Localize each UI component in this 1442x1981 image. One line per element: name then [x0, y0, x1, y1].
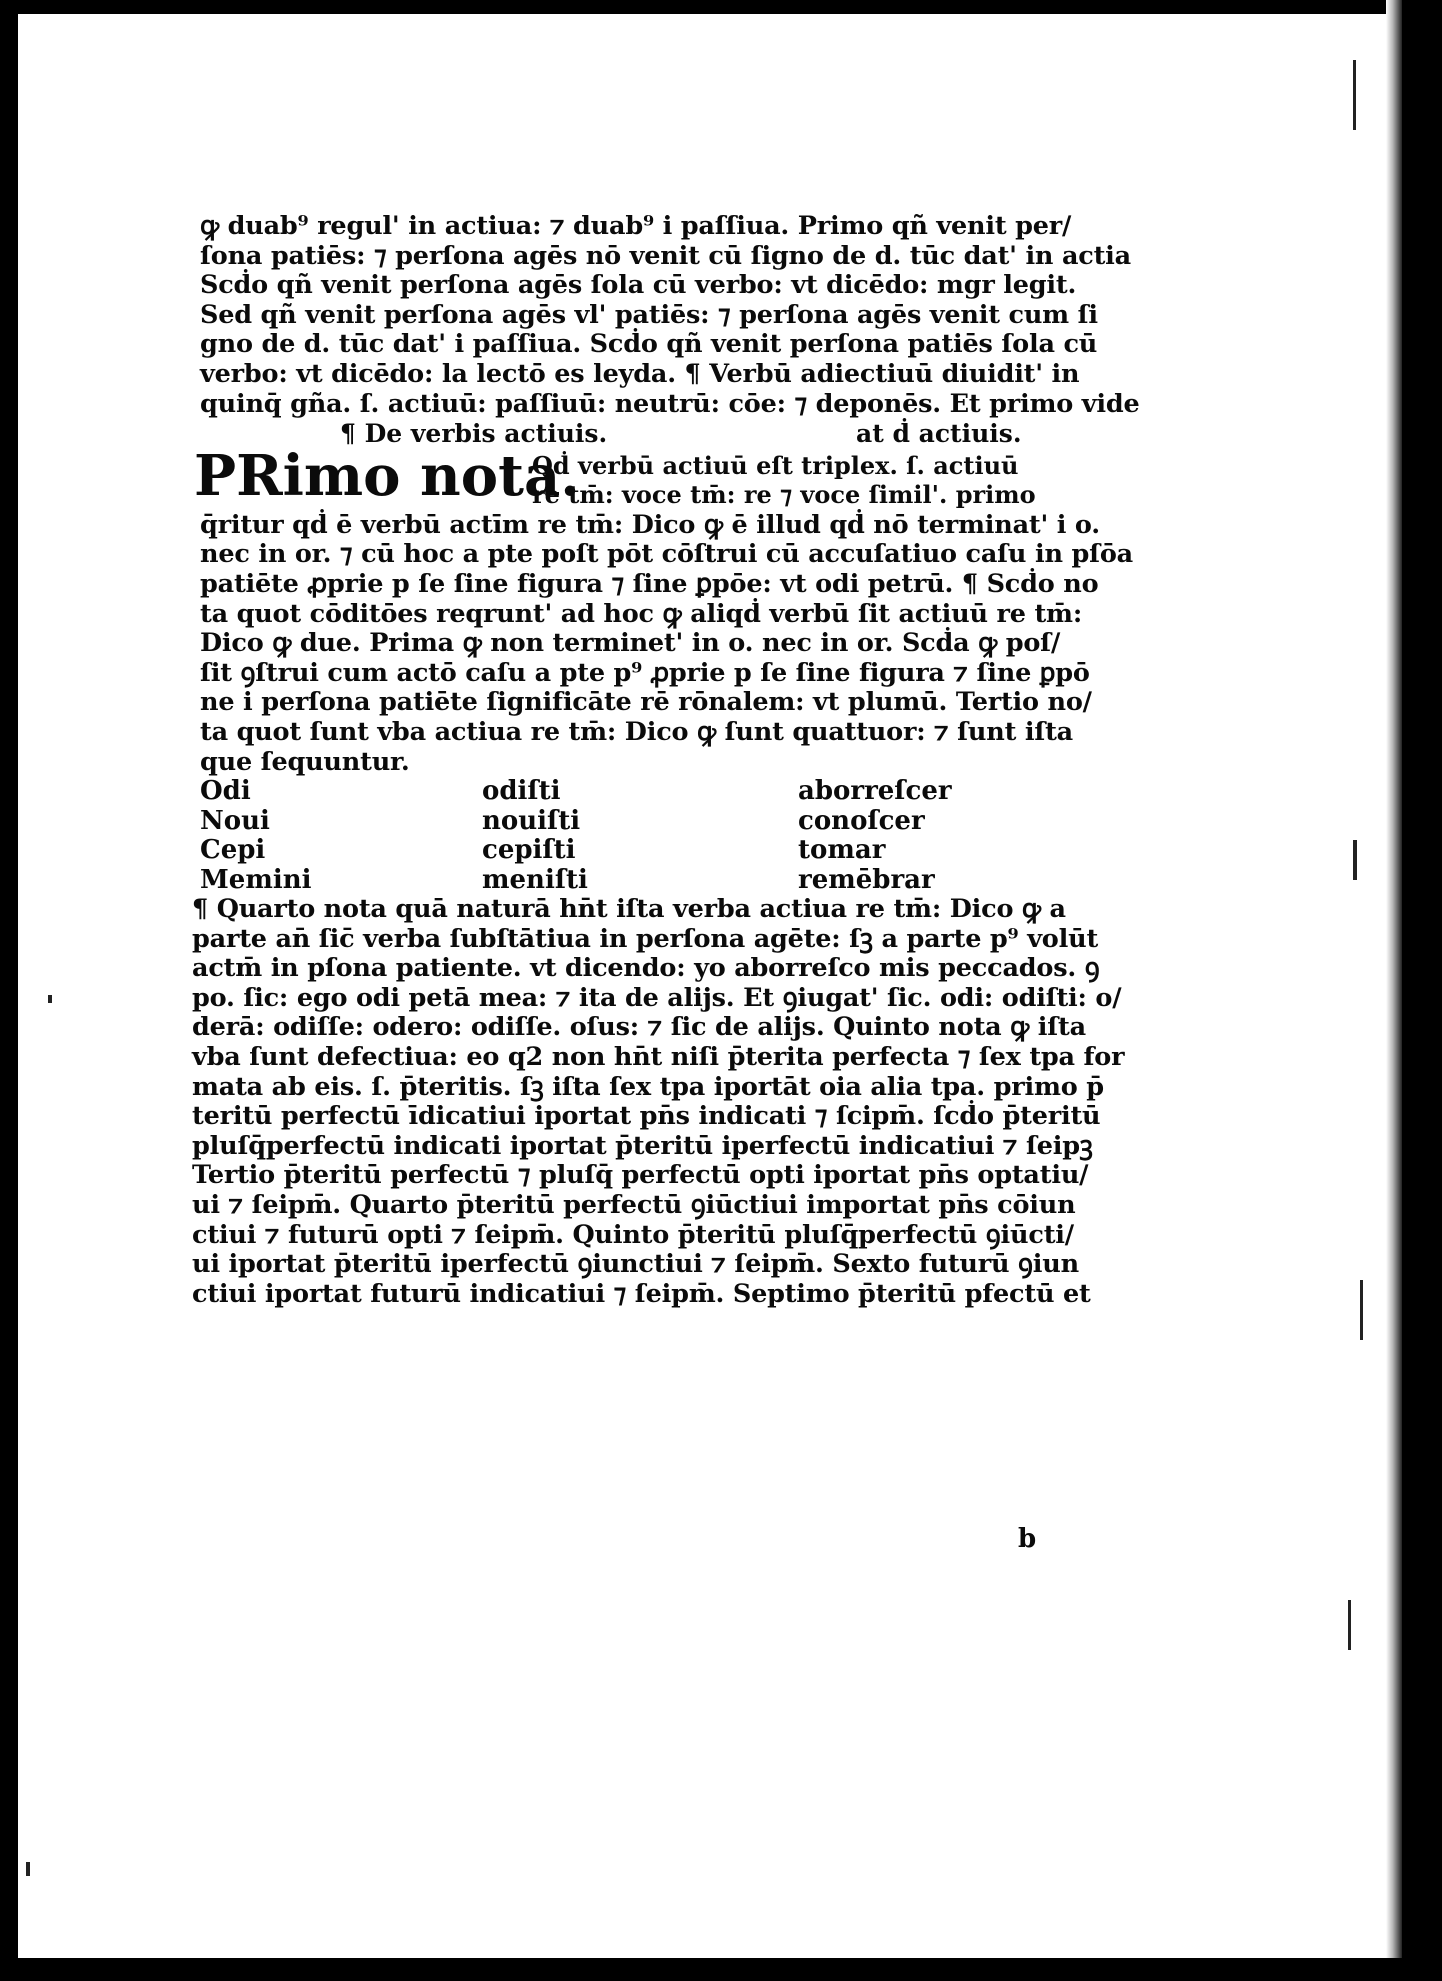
text-line: nec in or. ⁊ cū hoc a pte poſt pōt cōſtrui cū accuſatiuo caſu in pſōa: [200, 539, 1133, 570]
text-line: parte an̄ ſic̄ verba ſubſtātiua in perſona agēte: ſꝫ a parte p⁹ volūt: [192, 923, 1099, 954]
text-line: ta quot cōditōes reqrunt' ad hoc ꝙ aliqḋ verbū ſit actiuū re tm̄:: [200, 598, 1083, 629]
verb-list-row: [200, 807, 1050, 837]
verb-form: nouiſti: [482, 805, 581, 836]
text-line: actm̄ in pſona patiente. vt dicendo: yo aborreſco mis peccados. ꝯ: [192, 953, 1100, 984]
text-line: q̄ritur qḋ ē verbū actīm re tm̄: Dico ꝙ ē illud qḋ nō terminat' i o.: [200, 509, 1100, 540]
initial-block: [194, 442, 1050, 511]
paragraph-bottom: [192, 894, 1125, 1309]
text-line: ſit ꝯſtrui cum actō caſu a pte p⁹ ꝓprie p ſe ſine figura ⁊ ſine ꝑpō: [200, 657, 1090, 688]
text-line: verbo: vt dicēdo: la lectō es leyda. ¶ Verbū adiectiuū diuidit' in: [200, 358, 1080, 389]
verb-gloss: tomar: [798, 835, 886, 866]
verb-form: cepiſti: [482, 835, 576, 866]
decorated-initial: PRimo nota.: [194, 442, 580, 509]
text-line: quinq̄ gña. ſ. actiuū: paſſiuū: neutrū: cōe: ⁊ deponēs. Et primo vide: [200, 388, 1140, 419]
verb-form: odiſti: [482, 776, 561, 807]
text-line: teritū perfectū īdicatiui iportat pn̄s indicati ⁊ ſcipm̄. ſcḋo p̄teritū: [192, 1101, 1101, 1132]
verb-form: meniſti: [482, 864, 588, 895]
text-line: ui iportat p̄teritū iperfectū ꝯiunctiui ⁊ ſeipm̄. Sexto futurū ꝯiun: [192, 1249, 1079, 1280]
verb-gloss: remēbrar: [798, 864, 935, 895]
scan-edge-top: [0, 0, 1442, 14]
text-line: ꝙ duab⁹ regul' in actiua: ⁊ duab⁹ i paſſiua. Primo qñ venit per∕: [200, 211, 1072, 241]
text-line: Qḋ verbū actiuū eſt triplex. ſ. actiuū: [532, 450, 1019, 480]
text-line: ne i perſona patiēte ſignificāte rē rōnalem: vt plumū. Tertio no∕: [200, 687, 1092, 718]
signature-mark: b: [1018, 1524, 1037, 1554]
paragraph-top: [200, 211, 1140, 419]
text-line: ta quot ſunt vba actiua re tm̄: Dico ꝙ ſunt quattuor: ⁊ ſunt iſta: [200, 716, 1074, 747]
verb-gloss: aborreſcer: [798, 776, 952, 807]
text-line: Sed qñ venit perſona agēs vl' patiēs: ⁊ perſona agēs venit cum ſi: [200, 299, 1098, 330]
verb-form: Cepi: [200, 835, 266, 866]
verb-form: Odi: [200, 776, 251, 807]
verb-list-row: [200, 836, 1050, 866]
text-line: que ſequuntur.: [200, 746, 410, 777]
text-line: patiēte ꝓprie p ſe ſine figura ⁊ ſine ꝑpōe: vt odi petrū. ¶ Scḋo no: [200, 568, 1099, 599]
text-line: gno de d. tūc dat' i paſſiua. Scḋo qñ venit perſona patiēs ſola cū: [200, 329, 1098, 360]
text-line: pluſq̄perfectū indicati iportat p̄teritū iperfectū indicatiui ⁊ ſeipꝫ: [192, 1130, 1093, 1161]
text-line: ¶ Quarto nota quā naturā hn̄t iſta verba actiua re tm̄: Dico ꝙ a: [192, 894, 1066, 925]
text-line: Scḋo qñ venit perſona agēs ſola cū verbo: vt dicēdo: mgr legit.: [200, 270, 1077, 301]
text-line: Tertio p̄teritū perfectū ⁊ pluſq̄ perfectū opti iportat pn̄s optatiu∕: [192, 1160, 1089, 1191]
text-line: ctiui iportat futurū indicatiui ⁊ ſeipm̄. Septimo p̄teritū pfectū et: [192, 1278, 1091, 1309]
initial-side-text: [532, 451, 1052, 509]
verb-list-row: [200, 777, 1050, 807]
verb-gloss: conoſcer: [798, 805, 925, 836]
text-line: ſona patiēs: ⁊ perſona agēs nō venit cū ſigno de d. tūc dat' in actia: [200, 240, 1131, 271]
section-heading: ¶ De verbis actiuis.: [340, 419, 608, 449]
scan-edge-right-shadow: [1386, 0, 1402, 1981]
text-line: Dico ꝙ due. Prima ꝙ non terminet' in o. nec in or. Scḋa ꝙ poſ∕: [200, 628, 1061, 659]
verb-list: [200, 777, 1050, 895]
text-line: re tm̄: voce tm̄: re ⁊ voce ſimil'. primo: [532, 479, 1036, 509]
text-line: ui ⁊ ſeipm̄. Quarto p̄teritū perfectū ꝯiūctiui importat pn̄s cōiun: [192, 1190, 1076, 1221]
text-line: ctiui ⁊ futurū opti ⁊ ſeipm̄. Quinto p̄teritū pluſq̄perfectū ꝯiūcti∕: [192, 1219, 1074, 1250]
verb-form: Noui: [200, 805, 270, 836]
text-line: mata ab eis. ſ. p̄teritis. ſꝫ iſta ſex tpa iportāt oia alia tpa. primo p̄: [192, 1071, 1104, 1102]
text-line: po. ſic: ego odi petā mea: ⁊ ita de alijs. Et ꝯiugat' ſic. odi: odiſti: o∕: [192, 982, 1122, 1013]
text-page: [192, 211, 1140, 1309]
verb-list-row: [200, 866, 1050, 896]
verb-form: Memini: [200, 864, 312, 895]
text-line: vba ſunt defectiua: eo q2 non hn̄t niſi p̄terita perfecta ⁊ ſex tpa for: [192, 1042, 1125, 1073]
text-line: derā: odiſſe: odero: odiſſe. oſus: ⁊ ſic de alijs. Quinto nota ꝙ iſta: [192, 1012, 1086, 1043]
paragraph-middle: [200, 509, 1133, 777]
scan-edge-left: [0, 0, 18, 1981]
scan-edge-right: [1402, 0, 1442, 1981]
section-heading-tail: at ḋ actiuis.: [856, 419, 1022, 449]
scan-edge-bottom: [0, 1958, 1442, 1981]
